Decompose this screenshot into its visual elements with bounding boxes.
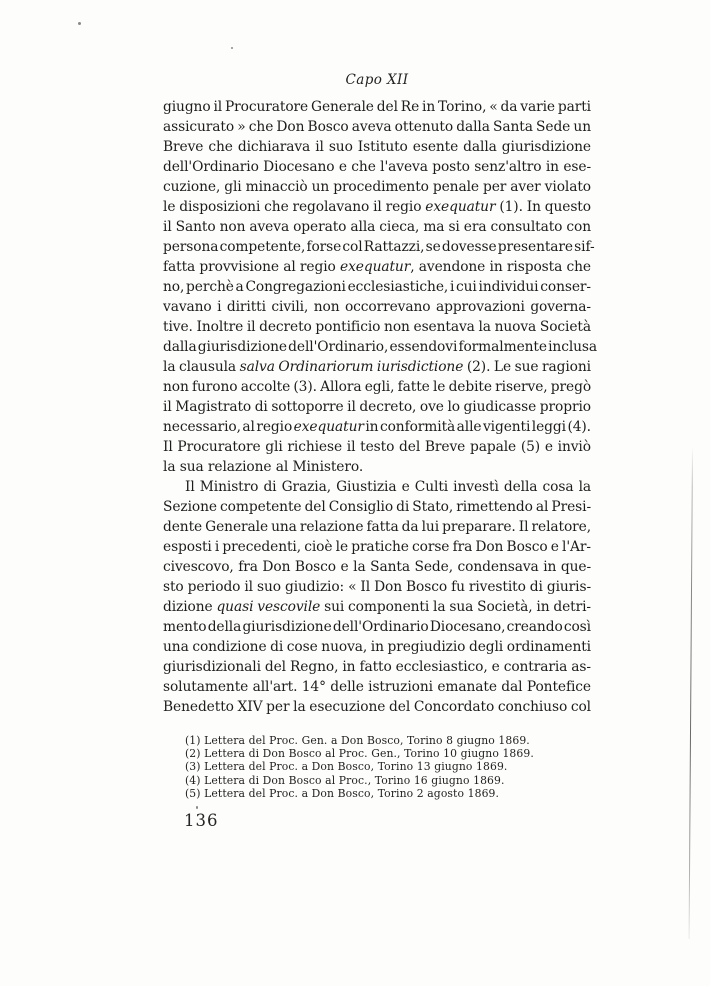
text-line: dente Generale una relazione fatta da lui preparare. Il relatore, xyxy=(163,519,592,535)
text-line: cuzione, gli minacciò un procedimento penale per aver violato xyxy=(163,179,591,195)
text-line: Sezione competente del Consiglio di Stato, rimettendo al Presi- xyxy=(163,499,592,515)
footnote-line: (1) Lettera del Proc. Gen. a Don Bosco, Torino 8 giugno 1869. xyxy=(185,734,530,747)
text-line: persona competente, forse col Rattazzi, se dovesse presentare sif- xyxy=(163,239,595,255)
text-line: civescovo, fra Don Bosco e la Santa Sede, condensava in que- xyxy=(163,559,592,575)
text-line: non furono accolte (3). Allora egli, fatte le debite riserve, pregò xyxy=(163,379,592,395)
footnote-line: (5) Lettera del Proc. a Don Bosco, Torino 2 agosto 1869. xyxy=(185,786,500,800)
footnote-line: (2) Lettera di Don Bosco al Proc. Gen., Torino 10 giugno 1869. xyxy=(185,747,534,761)
footnote-line: (4) Lettera di Don Bosco al Proc., Torino 16 giugno 1869. xyxy=(185,773,505,787)
text-line: Il Ministro di Grazia, Giustizia e Culti investì della cosa la xyxy=(185,479,592,495)
text-line: il Santo non aveva operato alla cieca, ma si era consultato con xyxy=(163,219,592,235)
scan-speck xyxy=(231,47,233,49)
text-line: una condizione di cose nuova, in pregiudizio degli ordinamenti xyxy=(163,639,591,655)
text-line: necessario, al regio exequatur in conformità alle vigenti leggi (4). xyxy=(163,419,591,435)
text-line: esposti i precedenti, cioè le pratiche corse fra Don Bosco e l'Ar- xyxy=(163,539,591,555)
text-line: fatta provvisione al regio exequatur, avendone in risposta che xyxy=(163,259,591,275)
text-line: assicurato » che Don Bosco aveva ottenuto dalla Santa Sede un xyxy=(163,119,591,135)
text-line: Breve che dichiarava il suo Istituto esente dalla giurisdizione xyxy=(163,139,591,155)
text-line: la sua relazione al Ministero. xyxy=(163,459,364,475)
text-line: dizione quasi vescovile sui componenti la sua Società, in detri- xyxy=(163,599,591,615)
text-line: sto periodo il suo giudizio: « Il Don Bosco fu rivestito di giuris- xyxy=(163,579,592,595)
body-text-block xyxy=(163,97,598,717)
scan-artifact-line xyxy=(689,447,694,939)
text-line: le disposizioni che regolavano il regio exequatur (1). In questo xyxy=(163,199,591,215)
text-line: Il Procuratore gli richiese il testo del Breve papale (5) e inviò xyxy=(163,439,591,455)
scan-speck xyxy=(78,22,81,25)
text-line: tive. Inoltre il decreto pontificio non esentava la nuova Società xyxy=(163,319,591,335)
text-line: no, perchè a Congregazioni ecclesiastiche, i cui individui conser- xyxy=(163,279,591,295)
text-line: mento della giurisdizione dell'Ordinario Diocesano, creando così xyxy=(163,619,591,635)
text-line: Benedetto XIV per la esecuzione del Concordato conchiuso col xyxy=(163,699,591,715)
footnote-line: (3) Lettera del Proc. a Don Bosco, Torino 13 giugno 1869. xyxy=(185,760,508,774)
footnotes-block xyxy=(163,734,591,800)
text-line: dell'Ordinario Diocesano e che l'aveva posto senz'altro in ese- xyxy=(163,159,592,175)
text-line: vavano i diritti civili, non occorrevano approvazioni governa- xyxy=(163,299,591,315)
text-line: solutamente all'art. 14° delle istruzioni emanate dal Pontefice xyxy=(163,679,591,695)
text-line: giugno il Procuratore Generale del Re in Torino, « da varie parti xyxy=(163,99,591,115)
text-line: dalla giurisdizione dell'Ordinario, essendovi formalmente inclusa xyxy=(163,339,598,355)
text-line: la clausula salva Ordinariorum iurisdictione (2). Le sue ragioni xyxy=(163,359,591,375)
running-header: Capo XII xyxy=(345,72,409,88)
scan-speck xyxy=(196,806,198,809)
text-line: giurisdizionali del Regno, in fatto ecclesiastico, e contraria as- xyxy=(163,659,591,675)
text-line: il Magistrato di sottoporre il decreto, ove lo giudicasse proprio xyxy=(163,399,591,415)
page-number: 136 xyxy=(184,811,219,830)
